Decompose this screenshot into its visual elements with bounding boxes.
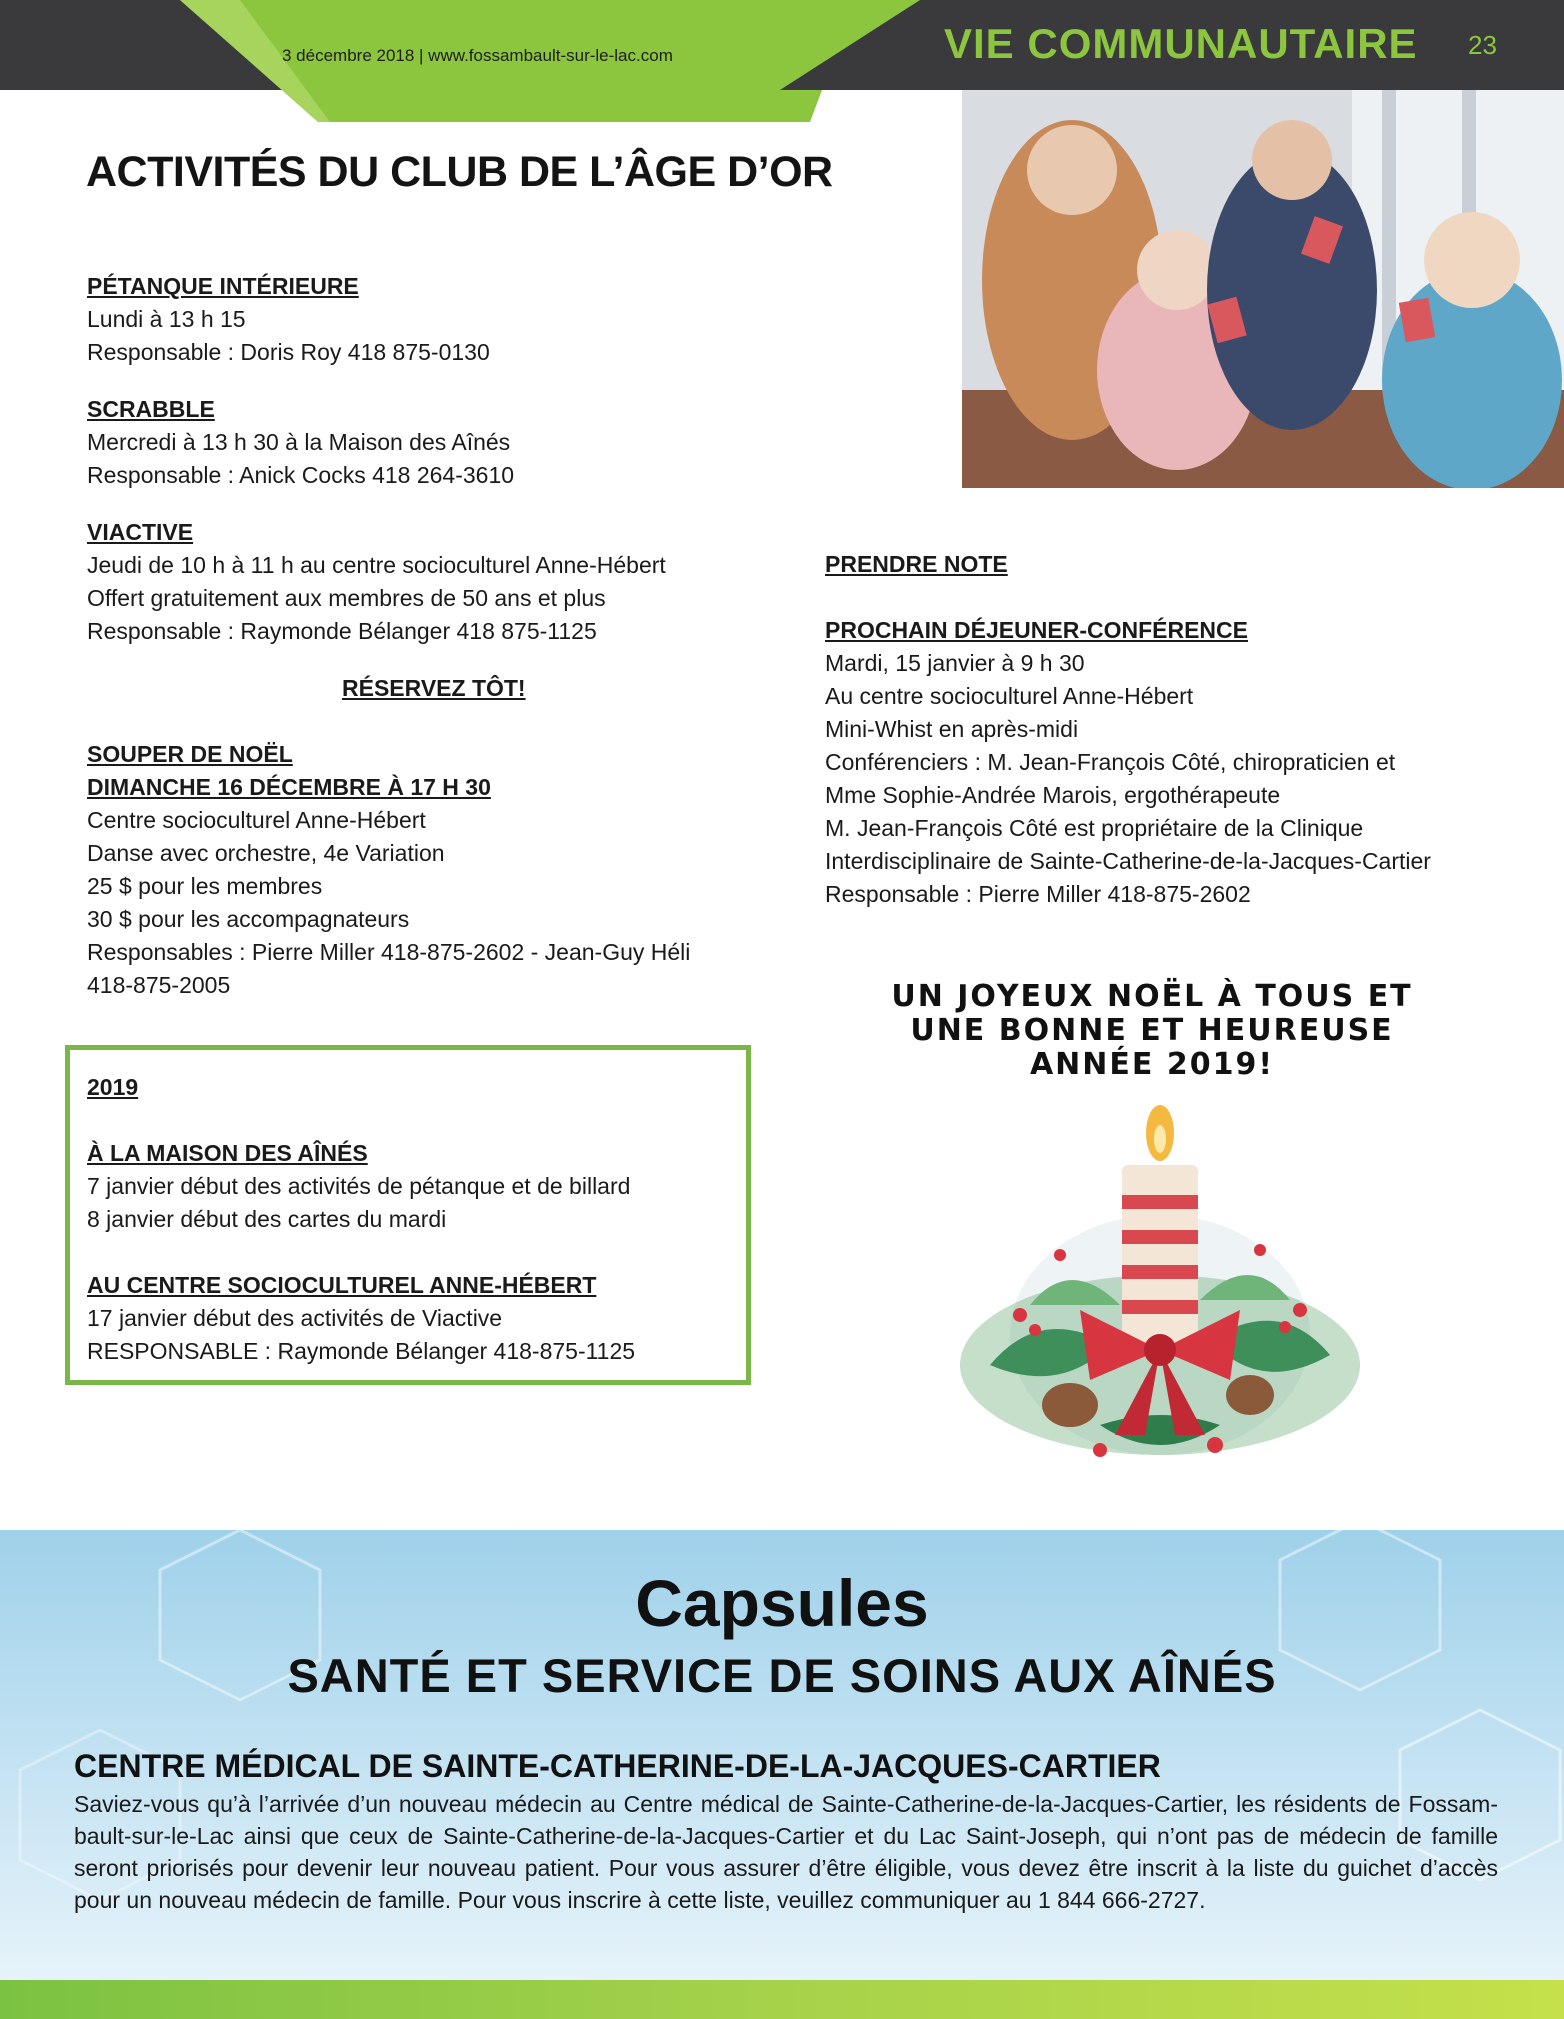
prendre-note-heading: PRENDRE NOTE [825,551,1008,577]
dejeuner-line: Responsable : Pierre Miller 418-875-2602 [825,881,1251,907]
dejeuner-heading: PROCHAIN DÉJEUNER-CONFÉRENCE [825,617,1248,643]
dejeuner-line: Conférenciers : M. Jean-François Côté, chiropraticien et [825,749,1396,775]
souper-line: Danse avec orchestre, 4e Variation [87,840,445,866]
scrabble-section [87,393,514,492]
greeting-line: ANNÉE 2019! [1029,1047,1275,1082]
souper-line: Centre socioculturel Anne-Hébert [87,807,426,833]
souper-line: Responsables : Pierre Miller 418-875-2602 - Jean-Guy Héli [87,939,691,965]
dejeuner-line: M. Jean-François Côté est propriétaire de la Clinique [825,815,1364,841]
viactive-line: Responsable : Raymonde Bélanger 418 875-1125 [87,618,597,644]
petanque-section [87,270,490,369]
page-title: ACTIVITÉS DU CLUB DE L’ÂGE D’OR [86,148,833,196]
capsules-subtitle: SANTÉ ET SERVICE DE SOINS AUX AÎNÉS [287,1649,1277,1702]
christmas-candle-illustration [950,1105,1370,1485]
christmas-greeting [832,980,1472,1082]
scrabble-heading: SCRABBLE [87,396,215,422]
footer-green-bar [0,1980,1564,2019]
greeting-line: UNE BONNE ET HEUREUSE [910,1013,1394,1048]
dejeuner-section [825,614,1431,911]
page-number: 23 [1468,30,1497,60]
souper-line: 418-875-2005 [87,972,231,998]
capsules-title: Capsules [635,1566,929,1640]
viactive-section [87,516,666,648]
seniors-playing-cards-photo [962,90,1564,488]
section-title: VIE COMMUNAUTAIRE [944,20,1418,67]
dejeuner-line: Mardi, 15 janvier à 9 h 30 [825,650,1085,676]
souper-date-heading: DIMANCHE 16 DÉCEMBRE À 17 H 30 [87,774,491,800]
scrabble-line: Responsable : Anick Cocks 418 264-3610 [87,462,515,488]
souper-line: 30 $ pour les accompagnateurs [87,906,410,932]
dejeuner-line: Interdisciplinaire de Sainte-Catherine-de-la-Jacques-Cartier [825,848,1431,874]
year-2019-section [87,1071,635,1368]
centre-line: RESPONSABLE : Raymonde Bélanger 418-875-1125 [87,1338,636,1364]
viactive-heading: VIACTIVE [87,519,194,545]
maison-line: 8 janvier début des cartes du mardi [87,1206,447,1232]
scrabble-line: Mercredi à 13 h 30 à la Maison des Aînés [87,429,511,455]
souper-heading: SOUPER DE NOËL [87,741,293,767]
centre-line: 17 janvier début des activités de Viactive [87,1305,503,1331]
petanque-heading: PÉTANQUE INTÉRIEURE [87,273,359,299]
year-2019-heading: 2019 [87,1074,139,1100]
dejeuner-line: Mme Sophie-Andrée Marois, ergothérapeute [825,782,1281,808]
dejeuner-line: Mini-Whist en après-midi [825,716,1079,742]
souper-section [87,738,690,1002]
maison-line: 7 janvier début des activités de pétanque et de billard [87,1173,631,1199]
centre-heading: AU CENTRE SOCIOCULTUREL ANNE-HÉBERT [87,1272,597,1298]
souper-line: 25 $ pour les membres [87,873,323,899]
petanque-line: Responsable : Doris Roy 418 875-0130 [87,339,490,365]
centre-medical-body: Saviez-vous qu’à l’arrivée d’un nouveau médecin au Centre médical de Sainte-Catherine-de-la-Jacques-Cartier, les résidents de Fossam-bault-sur-le-Lac ainsi que ceux de Sainte-Catherine-de-la-Jacques-Cartier et du Lac Saint-Joseph, qui n’ont pas de médecin de famille seront priorisés pour devenir leur nouveau patient. Pour vous assurer d’être éligible, vous devez être inscrit à la liste du guichet d’accès pour un nouveau médecin de famille. Pour vous inscrire à cette liste, veuillez communiquer au 1 844 666-2727. [74,1791,1498,1913]
viactive-line: Jeudi de 10 h à 11 h au centre socioculturel Anne-Hébert [87,552,666,578]
header-date-url: 3 décembre 2018 | www.fossambault-sur-le-lac.com [282,46,673,65]
petanque-line: Lundi à 13 h 15 [87,306,246,332]
reservez-notice: RÉSERVEZ TÔT! [342,675,526,701]
greeting-line: UN JOYEUX NOËL À TOUS ET [891,979,1413,1014]
maison-heading: À LA MAISON DES AÎNÉS [87,1140,368,1166]
viactive-line: Offert gratuitement aux membres de 50 ans et plus [87,585,606,611]
dejeuner-line: Au centre socioculturel Anne-Hébert [825,683,1194,709]
centre-medical-title: CENTRE MÉDICAL DE SAINTE-CATHERINE-DE-LA-JACQUES-CARTIER [74,1748,1161,1784]
